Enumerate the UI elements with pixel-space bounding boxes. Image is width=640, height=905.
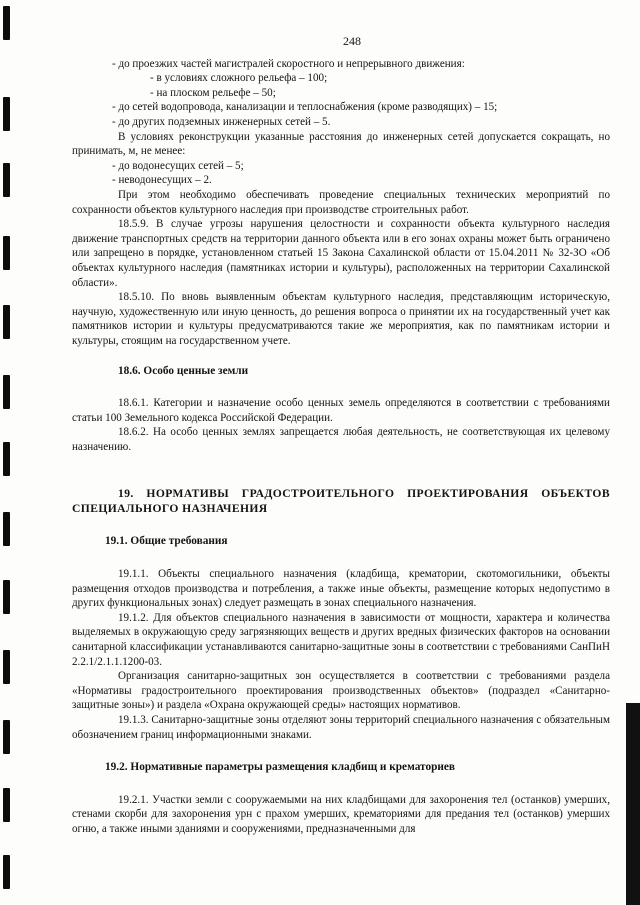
paragraph: В условиях реконструкции указанные расстояния до инженерных сетей допускается сокращать, но принимать, м, не менее:: [72, 130, 610, 158]
paragraph: 18.5.10. По вновь выявленным объектам культурного наследия, представляющим историческую, научную, художественную или иную ценность, до решения вопроса о принятии их на государственный учет как памятников истории и культуры предусматриваются такие же мероприятия, как по памятникам истории и культуры, стоящим на государственном учете.: [72, 291, 610, 347]
binding-hole: [3, 855, 10, 889]
paragraph: 19.1.1. Объекты специального назначения (кладбища, крематории, скотомогильники, объекты размещения отходов производства и потребления, а также иные объекты, размещение которых недопустимо в других функциональных зонах) следует размещать в зонах специального назначения.: [72, 568, 610, 610]
chapter-heading: 19. НОРМАТИВЫ ГРАДОСТРОИТЕЛЬНОГО ПРОЕКТИРОВАНИЯ ОБЪЕКТОВ СПЕЦИАЛЬНОГО НАЗНАЧЕНИЯ: [72, 487, 610, 516]
binding-hole: [3, 6, 10, 40]
binding-hole: [3, 236, 10, 270]
binding-hole: [3, 442, 10, 476]
list-item: - до водонесущих сетей – 5;: [112, 159, 244, 172]
binding-hole: [3, 788, 10, 822]
list-item: - в условиях сложного рельефа – 100;: [150, 72, 328, 85]
scan-edge-shadow: [626, 703, 640, 905]
paragraph: 18.6.2. На особо ценных землях запрещается любая деятельность, не соответствующая их целевому назначению.: [72, 426, 610, 453]
list-item: - неводонесущих – 2.: [112, 174, 212, 187]
binding-hole: [3, 580, 10, 614]
paragraph: Организация санитарно-защитных зон осуществляется в соответствии с требованиями раздела «Нормативы градостроительного проектирования производственных объектов» (подраздел «Санитарно-защитные зоны») и раздела «Охрана окружающей среды» настоящих нормативов.: [72, 670, 610, 712]
section-heading: 19.1. Общие требования: [105, 535, 228, 548]
list-item: - до других подземных инженерных сетей – 5.: [112, 115, 331, 128]
section-heading: 19.2. Нормативные параметры размещения кладбищ и крематориев: [105, 761, 455, 774]
page-number: 248: [343, 34, 361, 48]
binding-hole: [3, 375, 10, 409]
paragraph: 19.1.2. Для объектов специального назначения в зависимости от мощности, характера и количества выделяемых в окружающую среду загрязняющих веществ и других вредных физических факторов на основании санитарной классификации устанавливаются санитарно-защитные зоны в соответствии с требованиями СанПиН 2.2.1/2.1.1.1200-03.: [72, 611, 610, 668]
binding-hole: [3, 512, 10, 546]
paragraph: 18.6.1. Категории и назначение особо ценных земель определяются в соответствии с требованиями статьи 100 Земельного кодекса Российской Федерации.: [72, 397, 610, 424]
binding-hole: [3, 650, 10, 684]
binding-hole: [3, 97, 10, 131]
list-item: - до сетей водопровода, канализации и теплоснабжения (кроме разводящих) – 15;: [112, 101, 498, 114]
page-body: [72, 34, 610, 837]
paragraph: При этом необходимо обеспечивать проведение специальных технических мероприятий по сохранности объектов культурного наследия при производстве строительных работ.: [72, 188, 610, 216]
paragraph: 18.5.9. В случае угрозы нарушения целостности и сохранности объекта культурного наследия движение транспортных средств на территории данного объекта или в его зонах охраны может быть ограничено или запрещено в порядке, установленном статьей 15 Закона Сахалинской области от 15.04.2011 № 32-ЗО «Об объектах культурного наследия (памятниках истории и культуры), расположенных на территории Сахалинской области».: [72, 218, 610, 289]
binding-hole: [3, 720, 10, 754]
paragraph: 19.1.3. Санитарно-защитные зоны отделяют зоны территорий специального назначения с обязательным обозначением границ информационными знаками.: [72, 713, 610, 741]
binding-hole: [3, 163, 10, 197]
list-item: - до проезжих частей магистралей скоростного и непрерывного движения:: [112, 57, 465, 70]
section-heading: 18.6. Особо ценные земли: [118, 365, 249, 378]
binding-hole: [3, 305, 10, 339]
list-item: - на плоском рельефе – 50;: [150, 86, 276, 99]
paragraph: 19.2.1. Участки земли с сооружаемыми на них кладбищами для захоронения тел (останков) умерших, стенами скорби для захоронения урн с прахом умерших, крематориями для предания тел (останков) умерших огню, а также иными зданиями и сооружениями, предназначенными для: [72, 793, 610, 835]
